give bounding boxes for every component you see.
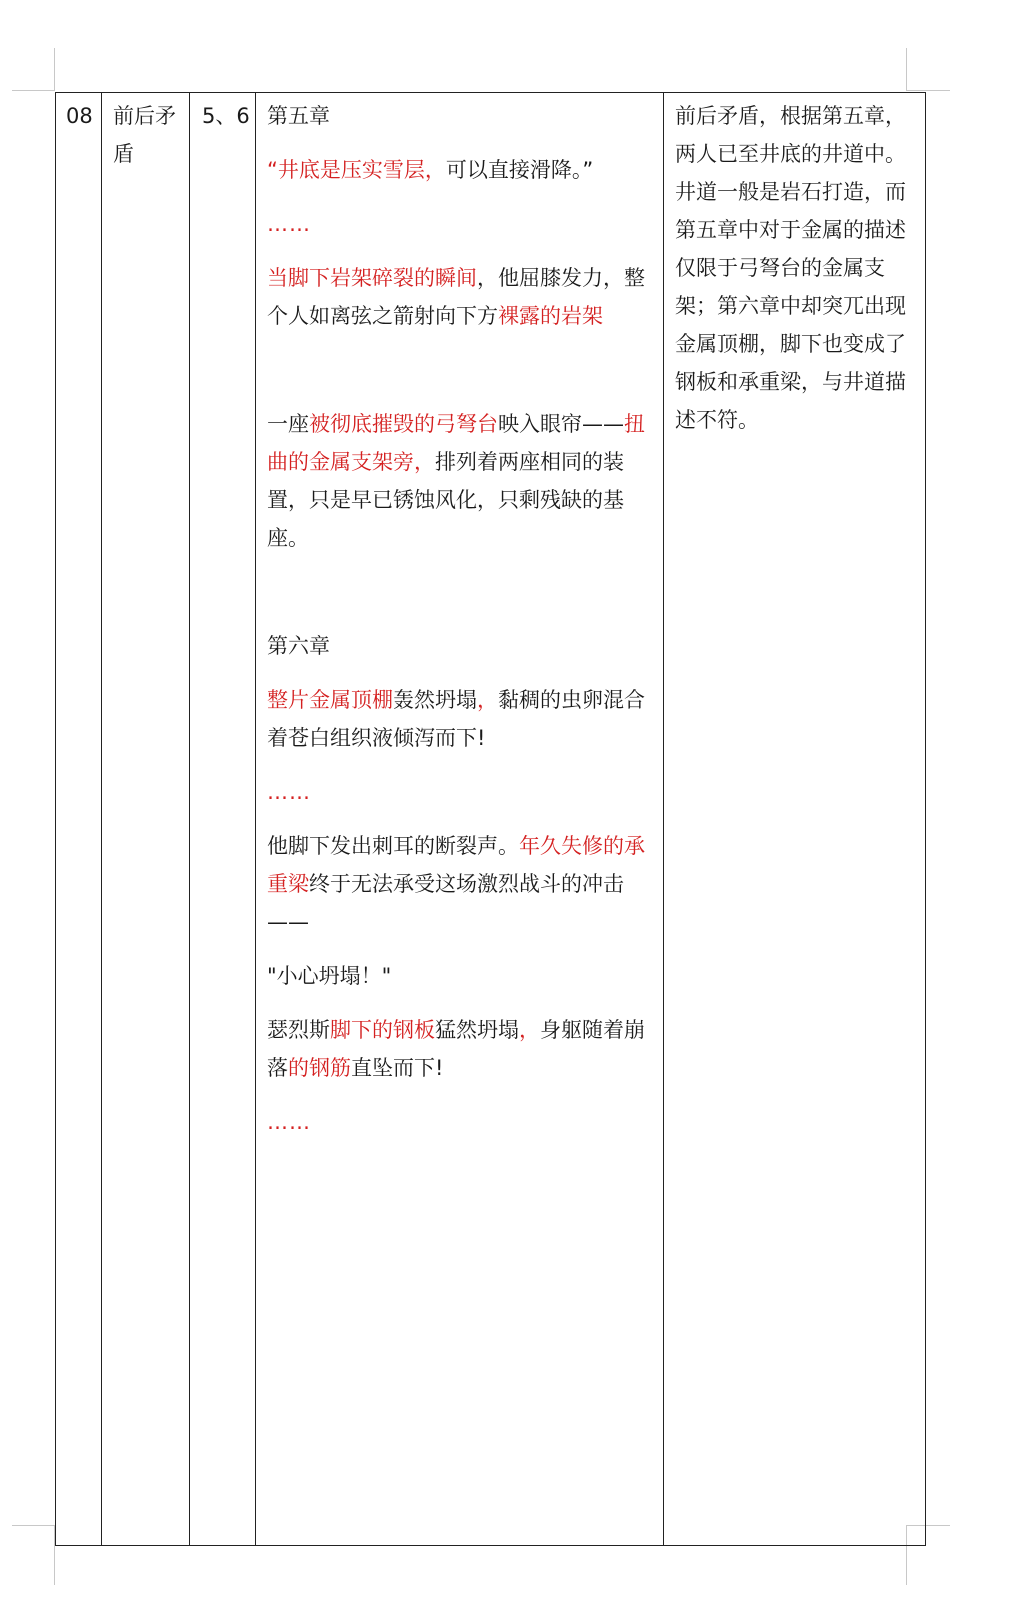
body-text: 瑟烈斯 [267,1018,330,1042]
chapters-cell [190,93,256,1546]
body-text: 黏稠的虫卵混合着苍白组织液倾泻而下! [267,688,645,750]
highlight-text: 脚下的钢板 [330,1018,435,1042]
body-text: 映入眼帘—— [498,412,624,436]
issue-type-cell [102,93,190,1546]
chapters: 5、6 [202,104,250,128]
body-text: ，他屈膝发力，整个人如离弦之箭射向下方 [267,266,645,328]
highlight-text: 裸露的岩架 [498,304,603,328]
body-text: 猛然坍塌 [435,1018,519,1042]
body-text: 轰然坍塌 [393,688,477,712]
issue-table [55,92,926,1546]
body-text: 可以直接滑降。” [445,158,594,182]
highlight-text: ， [477,688,498,712]
crop-mark-top-left-h [12,90,55,91]
chapter5-paragraph-3 [267,405,649,557]
issue-type: 前后矛盾 [113,104,176,166]
crop-mark-top-right-v [906,48,907,91]
highlight-text: ， [519,1018,540,1042]
chapter6-paragraph-3: "小心坍塌！" [267,964,392,988]
ellipsis: …… [267,1110,311,1134]
highlight-text: 被彻底摧毁的弓弩台 [309,412,498,436]
chapter6-title: 第六章 [267,634,330,658]
ellipsis: …… [267,780,311,804]
note-cell [664,93,926,1546]
body-text: 一座 [267,412,309,436]
chapter5-paragraph-2 [267,259,649,335]
body-text: 终于无法承受这场激烈战斗的冲击—— [267,872,624,934]
body-text: 他脚下发出刺耳的断裂声。 [267,834,519,858]
highlight-text: “井底是压实雪层， [267,158,446,182]
table-row [56,93,926,1546]
highlight-text: 的钢筋 [288,1056,351,1080]
chapter5-title: 第五章 [267,104,330,128]
highlight-text: 整片金属顶棚 [267,688,393,712]
ellipsis: …… [267,212,311,236]
body-text: 直坠而下! [351,1056,444,1080]
highlight-text: 扭曲的金属支架旁， [267,412,645,474]
crop-mark-top-right-h [906,90,950,91]
issue-number: 08 [66,104,93,128]
crop-mark-bottom-left-h [12,1525,55,1526]
highlight-text: 年久失修的承重梁 [267,834,645,896]
note-text: 前后矛盾，根据第五章，两人已至井底的井道中。井道一般是岩石打造，而第五章中对于金属的描述仅限于弓弩台的金属支架；第六章中却突兀出现金属顶棚，脚下也变成了钢板和承重梁，与井道描述不符。 [675,104,906,432]
chapter6-paragraph-2 [267,827,649,941]
chapter6-paragraph-4 [267,1011,649,1087]
highlight-text: 当脚下岩架碎裂的瞬间 [267,266,477,290]
chapter5-quote [267,151,649,189]
crop-mark-top-left-v [54,48,55,91]
excerpt-cell [256,93,664,1546]
body-text: 身躯随着崩落 [267,1018,645,1080]
chapter6-paragraph-1 [267,681,649,757]
issue-number-cell [56,93,102,1546]
body-text: 排列着两座相同的装置，只是早已锈蚀风化，只剩残缺的基座。 [267,450,624,550]
